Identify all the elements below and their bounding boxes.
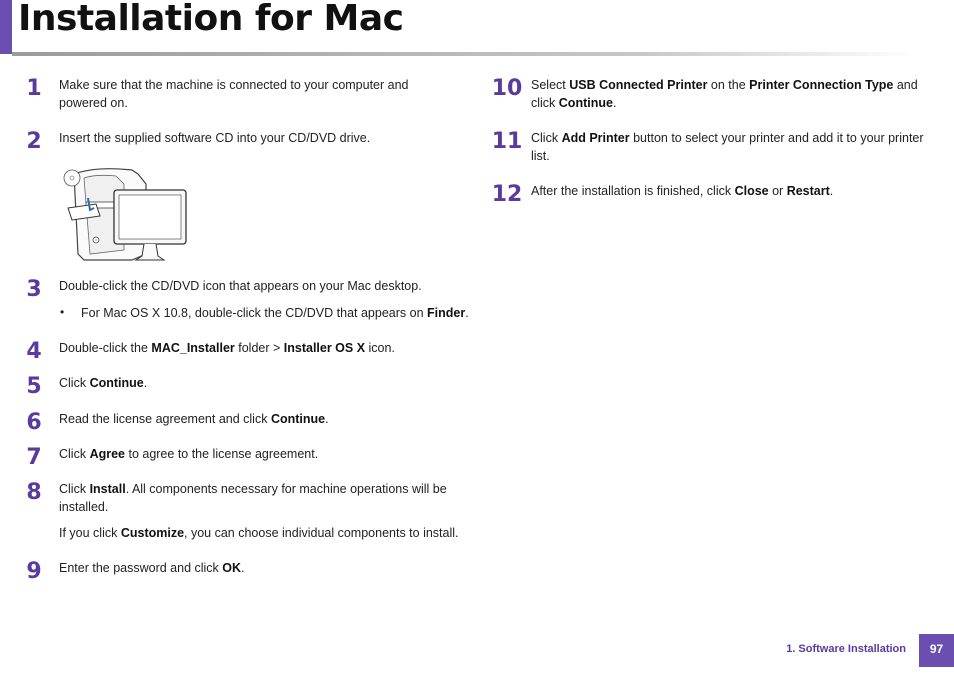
cd-insert-illustration	[56, 164, 192, 264]
title-rule	[12, 52, 917, 56]
page-number: 97	[919, 634, 954, 667]
step-text: Click Add Printer button to select your printer and add it to your printer list.	[531, 131, 924, 163]
step-text: Click Continue.	[59, 376, 148, 390]
footer-section-label: 1. Software Installation	[786, 643, 906, 655]
step-text: After the installation is finished, click Close or Restart.	[531, 184, 834, 198]
step-8-note: If you click Customize, you can choose individual components to install.	[59, 526, 459, 540]
step-text: Enter the password and click OK.	[59, 561, 245, 575]
step-3-bullet: For Mac OS X 10.8, double-click the CD/DVD that appears on Finder.	[81, 306, 469, 320]
step-number: 10	[491, 76, 523, 101]
step-number: 1	[26, 76, 42, 101]
step-number: 2	[26, 129, 42, 154]
step-number: 3	[26, 277, 42, 302]
step-text: Click Install. All components necessary for machine operations will be installed.	[59, 482, 447, 514]
bullet-dot: •	[60, 305, 65, 319]
step-text: Click Agree to agree to the license agreement.	[59, 447, 319, 461]
step-number: 11	[491, 129, 523, 154]
step-text: Make sure that the machine is connected to your computer and powered on.	[59, 78, 409, 110]
step-number: 7	[26, 445, 42, 470]
step-number: 6	[26, 410, 42, 435]
step-text: Insert the supplied software CD into your CD/DVD drive.	[59, 131, 371, 145]
title-accent-bar	[0, 0, 12, 54]
step-number: 4	[26, 339, 42, 364]
step-text: Read the license agreement and click Continue.	[59, 412, 329, 426]
step-number: 12	[491, 182, 523, 207]
step-text: Double-click the MAC_Installer folder > Installer OS X icon.	[59, 341, 395, 355]
page-title: Installation for Mac	[18, 0, 404, 39]
step-number: 5	[26, 374, 42, 399]
step-text: Select USB Connected Printer on the Printer Connection Type and click Continue.	[531, 78, 918, 110]
step-number: 8	[26, 480, 42, 505]
step-text: Double-click the CD/DVD icon that appears on your Mac desktop.	[59, 279, 422, 293]
step-number: 9	[26, 559, 42, 584]
